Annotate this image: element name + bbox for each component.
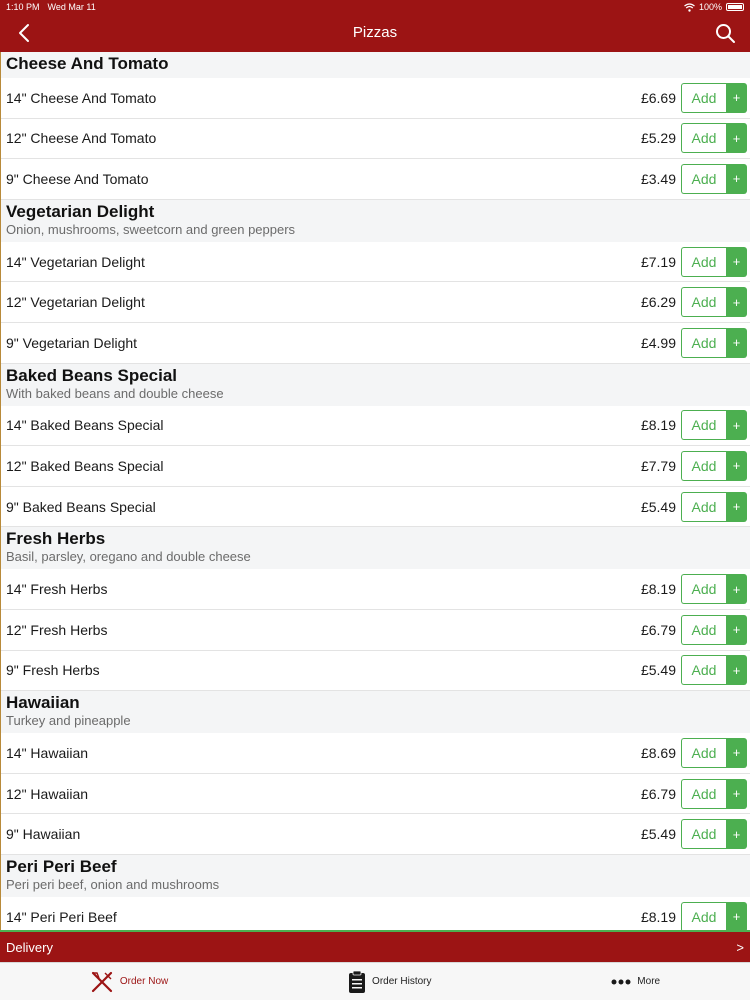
plus-icon[interactable]: + <box>726 287 747 317</box>
add-button[interactable]: Add <box>681 123 726 153</box>
plus-icon[interactable]: + <box>726 328 747 358</box>
menu-item-row[interactable] <box>1 282 750 323</box>
chevron-right-icon: > <box>736 939 744 955</box>
item-name: 9" Hawaiian <box>6 826 81 843</box>
tab-bar <box>0 962 750 1000</box>
menu-item-row[interactable] <box>1 651 750 692</box>
add-control[interactable] <box>681 328 747 358</box>
clipboard-icon <box>348 970 366 994</box>
category-header <box>1 364 750 406</box>
menu-list[interactable] <box>0 52 750 930</box>
add-button[interactable]: Add <box>681 451 726 481</box>
add-button[interactable]: Add <box>681 247 726 277</box>
item-price: £5.29 <box>640 130 676 147</box>
add-control[interactable] <box>681 574 747 604</box>
menu-item-row[interactable] <box>1 814 750 855</box>
add-control[interactable] <box>681 615 747 645</box>
fork-knife-icon <box>90 970 114 994</box>
add-button[interactable]: Add <box>681 738 726 768</box>
item-price: £5.49 <box>640 826 676 843</box>
add-button[interactable]: Add <box>681 902 726 930</box>
item-name: 12" Baked Beans Special <box>6 457 164 474</box>
menu-item-row[interactable] <box>1 119 750 160</box>
plus-icon[interactable]: + <box>726 738 747 768</box>
item-price: £5.49 <box>640 498 676 515</box>
tab-label: Order Now <box>119 976 169 987</box>
wifi-icon <box>684 3 695 12</box>
item-name: 14" Fresh Herbs <box>6 581 108 598</box>
category-header <box>1 52 750 78</box>
item-price: £7.19 <box>640 253 676 270</box>
plus-icon[interactable]: + <box>726 83 747 113</box>
item-name: 14" Hawaiian <box>6 744 89 761</box>
category-header <box>1 200 750 242</box>
item-price: £8.69 <box>640 744 676 761</box>
item-price: £8.19 <box>640 908 676 925</box>
item-name: 12" Vegetarian Delight <box>6 294 145 311</box>
add-control[interactable] <box>681 164 747 194</box>
item-name: 9" Cheese And Tomato <box>6 170 149 187</box>
add-button[interactable]: Add <box>681 492 726 522</box>
status-date: Wed Mar 11 <box>47 2 96 12</box>
add-button[interactable]: Add <box>681 574 726 604</box>
menu-item-row[interactable] <box>1 487 750 528</box>
tab-more[interactable] <box>611 976 660 987</box>
add-control[interactable] <box>681 83 747 113</box>
item-price: £6.69 <box>640 89 676 106</box>
more-dots-icon <box>611 978 631 986</box>
item-name: 14" Vegetarian Delight <box>6 253 145 270</box>
category-description: Basil, parsley, oregano and double cheese <box>6 549 251 565</box>
add-control[interactable] <box>681 247 747 277</box>
status-bar <box>0 0 750 14</box>
item-price: £8.19 <box>640 581 676 598</box>
add-button[interactable]: Add <box>681 779 726 809</box>
item-name: 12" Hawaiian <box>6 785 89 802</box>
delivery-label: Delivery <box>6 939 53 955</box>
item-price: £6.79 <box>640 785 676 802</box>
category-title: Hawaiian <box>6 693 80 713</box>
add-control[interactable] <box>681 655 747 685</box>
add-control[interactable] <box>681 738 747 768</box>
menu-item-row[interactable] <box>1 323 750 364</box>
plus-icon[interactable]: + <box>726 779 747 809</box>
category-title: Fresh Herbs <box>6 529 106 549</box>
plus-icon[interactable]: + <box>726 819 747 849</box>
plus-icon[interactable]: + <box>726 451 747 481</box>
add-button[interactable]: Add <box>681 83 726 113</box>
plus-icon[interactable]: + <box>726 492 747 522</box>
category-description: Turkey and pineapple <box>6 713 131 729</box>
status-time: 1:10 PM <box>6 2 40 12</box>
plus-icon[interactable]: + <box>726 247 747 277</box>
menu-item-row[interactable] <box>1 446 750 487</box>
add-control[interactable] <box>681 779 747 809</box>
category-header <box>1 855 750 897</box>
add-button[interactable]: Add <box>681 328 726 358</box>
menu-item-row[interactable] <box>1 733 750 774</box>
nav-bar <box>0 14 750 52</box>
item-name: 14" Cheese And Tomato <box>6 89 157 106</box>
add-control[interactable] <box>681 819 747 849</box>
category-description: Onion, mushrooms, sweetcorn and green peppers <box>6 221 296 237</box>
add-button[interactable]: Add <box>681 287 726 317</box>
item-name: 9" Fresh Herbs <box>6 662 100 679</box>
add-control[interactable] <box>681 410 747 440</box>
menu-item-row[interactable] <box>1 610 750 651</box>
add-control[interactable] <box>681 451 747 481</box>
item-name: 9" Vegetarian Delight <box>6 334 138 351</box>
plus-icon[interactable]: + <box>726 655 747 685</box>
plus-icon[interactable]: + <box>726 574 747 604</box>
category-header <box>1 527 750 569</box>
page-title: Pizzas <box>352 24 398 41</box>
plus-icon[interactable]: + <box>726 615 747 645</box>
tab-order-now[interactable] <box>90 970 168 994</box>
plus-icon[interactable]: + <box>726 164 747 194</box>
menu-item-row[interactable] <box>1 569 750 610</box>
add-control[interactable] <box>681 123 747 153</box>
item-name: 12" Fresh Herbs <box>6 621 108 638</box>
item-price: £4.99 <box>640 334 676 351</box>
battery-percent: 100% <box>698 2 722 12</box>
search-icon[interactable] <box>714 22 736 44</box>
category-description: Peri peri beef, onion and mushrooms <box>6 876 220 892</box>
plus-icon[interactable]: + <box>726 410 747 440</box>
item-price: £7.79 <box>640 457 676 474</box>
item-price: £5.49 <box>640 662 676 679</box>
tab-label: Order History <box>372 976 432 987</box>
add-control[interactable] <box>681 287 747 317</box>
category-title: Baked Beans Special <box>6 365 178 385</box>
add-button[interactable]: Add <box>681 164 726 194</box>
battery-icon <box>726 3 744 11</box>
tab-label: More <box>637 976 661 987</box>
item-price: £3.49 <box>640 170 676 187</box>
item-name: 14" Peri Peri Beef <box>6 908 117 925</box>
item-name: 9" Baked Beans Special <box>6 498 156 515</box>
delivery-bar[interactable] <box>0 930 750 962</box>
add-button[interactable]: Add <box>681 410 726 440</box>
add-control[interactable] <box>681 902 747 930</box>
menu-item-row[interactable] <box>1 406 750 447</box>
item-price: £6.79 <box>640 621 676 638</box>
category-title: Vegetarian Delight <box>6 201 155 221</box>
plus-icon[interactable]: + <box>726 123 747 153</box>
add-button[interactable]: Add <box>681 819 726 849</box>
tab-order-history[interactable] <box>348 970 431 994</box>
category-title: Peri Peri Beef <box>6 856 117 876</box>
category-title: Cheese And Tomato <box>6 54 169 73</box>
add-control[interactable] <box>681 492 747 522</box>
category-description: With baked beans and double cheese <box>6 385 224 401</box>
status-right <box>684 2 744 12</box>
add-button[interactable]: Add <box>681 615 726 645</box>
menu-item-row[interactable] <box>1 774 750 815</box>
item-price: £8.19 <box>640 417 676 434</box>
menu-item-row[interactable] <box>1 78 750 119</box>
item-name: 12" Cheese And Tomato <box>6 130 157 147</box>
item-name: 14" Baked Beans Special <box>6 417 164 434</box>
category-header <box>1 691 750 733</box>
item-price: £6.29 <box>640 294 676 311</box>
add-button[interactable]: Add <box>681 655 726 685</box>
plus-icon[interactable]: + <box>726 902 747 930</box>
menu-item-row[interactable] <box>1 242 750 283</box>
menu-item-row[interactable] <box>1 897 750 930</box>
menu-item-row[interactable] <box>1 159 750 200</box>
